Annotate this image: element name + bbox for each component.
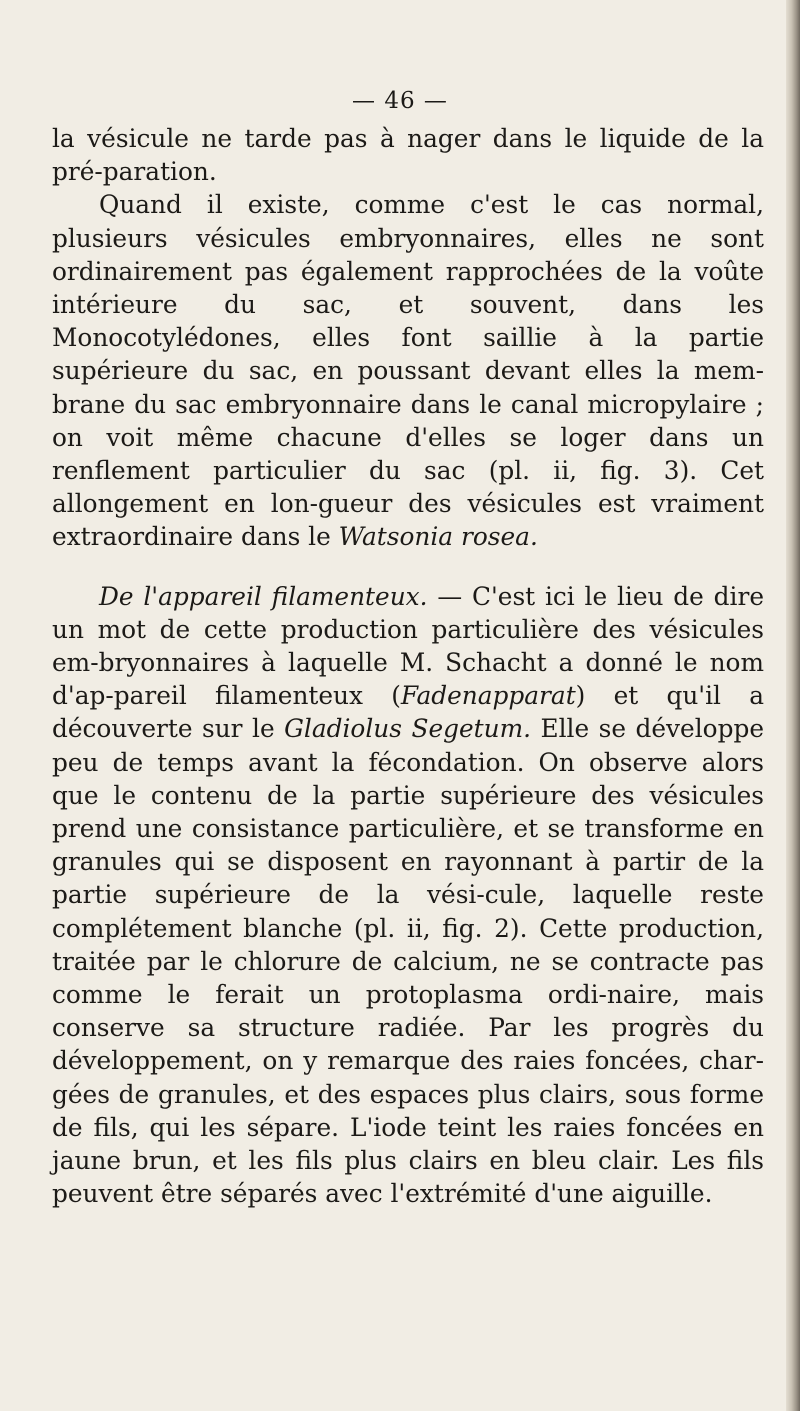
text-run: la vésicule ne tarde pas à nager dans le liquide de la pré-paration. bbox=[52, 124, 764, 187]
text-run: — C'est ici le lieu de dire un mot de cette production particulière des vésicules em-bryonnaires à laquelle M. Schacht a donné le nom d'ap-pareil filamenteux ( bbox=[52, 581, 764, 711]
german-term: Fadenapparat bbox=[400, 681, 576, 711]
species-name: Watsonia rosea. bbox=[338, 522, 538, 552]
paragraph bbox=[52, 188, 764, 553]
page-edge-shadow bbox=[786, 0, 800, 1411]
text-run: ) et qu'il a découverte sur le bbox=[52, 681, 764, 744]
body-text bbox=[52, 122, 764, 1211]
species-name: Gladiolus Segetum. bbox=[284, 714, 532, 744]
section-heading: De l'appareil filamenteux. bbox=[99, 581, 428, 611]
paragraph-continuation bbox=[52, 122, 764, 188]
page-number: — 46 — bbox=[352, 88, 448, 114]
text-run: Elle se développe peu de temps avant la fécondation. On observe alors que le contenu de la partie supérieure des vésicules prend une consistance particulière, et se transforme en granules qui se disposent en rayonnant à partir de la partie supérieure de la vési-cule, laquelle reste complétement blanche (pl. ii, fig. 2). Cette production, traitée par le chlorure de calcium, ne se contracte pas comme le ferait un protoplasma ordi-naire, mais conserve sa structure radiée. Par les progrès du développement, on y remarque des raies foncées, char-gées de granules, et des espaces plus clairs, sous forme de fils, qui les sépare. L'iode teint les raies foncées en jaune brun, et les fils plus clairs en bleu clair. Les fils peuvent être séparés avec l'extrémité d'une aiguille. bbox=[52, 714, 764, 1209]
paragraph bbox=[52, 580, 764, 1211]
text-run: Quand il existe, comme c'est le cas normal, plusieurs vésicules embryonnaires, elles ne sont ordinairement pas également rapprochées de la voûte intérieure du sac, et souvent, dans les Monocotylédones, elles font saillie à la partie supérieure du sac, en poussant devant elles la mem-brane du sac embryonnaire dans le canal micropylaire ; on voit même chacune d'elles se loger dans un renflement particulier du sac (pl. ii, fig. 3). Cet allongement en lon-gueur des vésicules est vraiment extraordinaire dans le bbox=[52, 190, 764, 552]
